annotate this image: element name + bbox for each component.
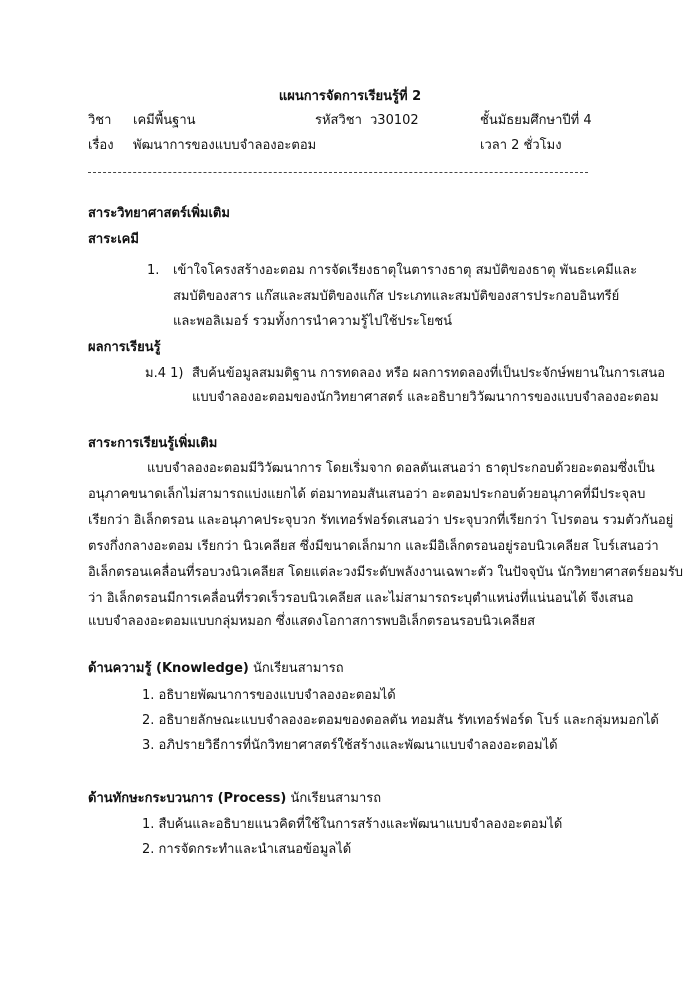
knowledge-item: 3. อภิปรายวิธีการที่นักวิทยาศาสตร์ใช้สร้างและพัฒนาแบบจำลองอะตอมได้: [142, 738, 558, 753]
process-item: 1. สืบค้นและอธิบายแนวคิดที่ใช้ในการสร้างและพัฒนาแบบจำลองอะตอมได้: [142, 817, 563, 832]
content-line: อิเล็กตรอนเคลื่อนที่รอบวงนิวเคลียส โดยแต่ละวงมีระดับพลังงานเฉพาะตัว ในปัจจุบัน นักวิทยาศาสตร์ยอมรับ: [88, 565, 684, 580]
subject-code: ว30102: [370, 113, 419, 128]
topic: พัฒนาการของแบบจำลองอะตอม: [133, 138, 317, 153]
knowledge-heading-row: [88, 660, 344, 678]
process-heading-row: [88, 790, 381, 808]
process-heading: ด้านทักษะกระบวนการ (Process): [88, 791, 287, 806]
strand-line: และพอลิเมอร์ รวมทั้งการนำความรู้ไปใช้ประโยชน์: [173, 314, 453, 329]
content-line: ตรงกึ่งกลางอะตอม เรียกว่า นิวเคลียส ซึ่งมีขนาดเล็กมาก และมีอิเล็กตรอนอยู่รอบนิวเคลียส โบร์เสนอว่า: [88, 539, 659, 554]
topic-label: เรื่อง: [88, 138, 114, 153]
code-label: รหัสวิชา: [315, 113, 362, 128]
strand-line: สมบัติของสาร แก๊สและสมบัติของแก๊ส ประเภทและสมบัติของสารประกอบอินทรีย์: [173, 289, 620, 304]
knowledge-suffix: นักเรียนสามารถ: [253, 661, 344, 676]
content-line: เรียกว่า อิเล็กตรอน และอนุภาคประจุบวก รัทเทอร์ฟอร์ดเสนอว่า ประจุบวกที่เรียกว่า โปรตอน รวมตัวกันอยู่: [88, 513, 674, 528]
duration: เวลา 2 ชั่วโมง: [480, 138, 562, 153]
strand-line: เข้าใจโครงสร้างอะตอม การจัดเรียงธาตุในตารางธาตุ สมบัติของธาตุ พันธะเคมีและ: [173, 263, 638, 278]
content-line: แบบจำลองอะตอมแบบกลุ่มหมอก ซึ่งแสดงโอกาสการพบอิเล็กตรอนรอบนิวเคลียส: [88, 614, 536, 629]
process-suffix: นักเรียนสามารถ: [290, 791, 382, 806]
strand-item-number: 1.: [147, 263, 160, 278]
process-item: 2. การจัดกระทำและนำเสนอข้อมูลได้: [142, 842, 352, 857]
chemistry-heading: สาระเคมี: [88, 232, 139, 247]
grade: ชั้นมัธยมศึกษาปีที่ 4: [480, 113, 592, 128]
outcome-prefix: ม.4 1): [145, 366, 184, 381]
knowledge-item: 2. อธิบายลักษณะแบบจำลองอะตอมของดอลตัน ทอมสัน รัทเทอร์ฟอร์ด โบร์ และกลุ่มหมอกได้: [142, 713, 659, 728]
subject-label: วิชา: [88, 113, 112, 128]
subject: เคมีพื้นฐาน: [133, 113, 196, 128]
knowledge-item: 1. อธิบายพัฒนาการของแบบจำลองอะตอมได้: [142, 688, 396, 703]
content-line: แบบจำลองอะตอมมีวิวัฒนาการ โดยเริ่มจาก ดอลตันเสนอว่า ธาตุประกอบด้วยอะตอมซึ่งเป็น: [147, 461, 655, 476]
content-line: ว่า อิเล็กตรอนมีการเคลื่อนที่รวดเร็วรอบนิวเคลียส และไม่สามารถระบุตำแหน่งที่แน่นอนได้ จึงเสนอ: [88, 591, 634, 606]
knowledge-heading: ด้านความรู้ (Knowledge): [88, 661, 249, 676]
outcomes-heading: ผลการเรียนรู้: [88, 340, 161, 355]
content-heading: สาระการเรียนรู้เพิ่มเติม: [88, 436, 218, 451]
outcome-line: แบบจำลองอะตอมของนักวิทยาศาสตร์ และอธิบายวิวัฒนาการของแบบจำลองอะตอม: [192, 390, 659, 405]
divider: [88, 172, 588, 173]
strand-heading: สาระวิทยาศาสตร์เพิ่มเติม: [88, 206, 230, 221]
page-title: แผนการจัดการเรียนรู้ที่ 2: [278, 89, 422, 104]
outcome-line: สืบค้นข้อมูลสมมติฐาน การทดลอง หรือ ผลการทดลองที่เป็นประจักษ์พยานในการเสนอ: [192, 366, 666, 381]
content-line: อนุภาคขนาดเล็กไม่สามารถแบ่งแยกได้ ต่อมาทอมสันเสนอว่า อะตอมประกอบด้วยอนุภาคที่มีประจุลบ: [88, 487, 646, 502]
